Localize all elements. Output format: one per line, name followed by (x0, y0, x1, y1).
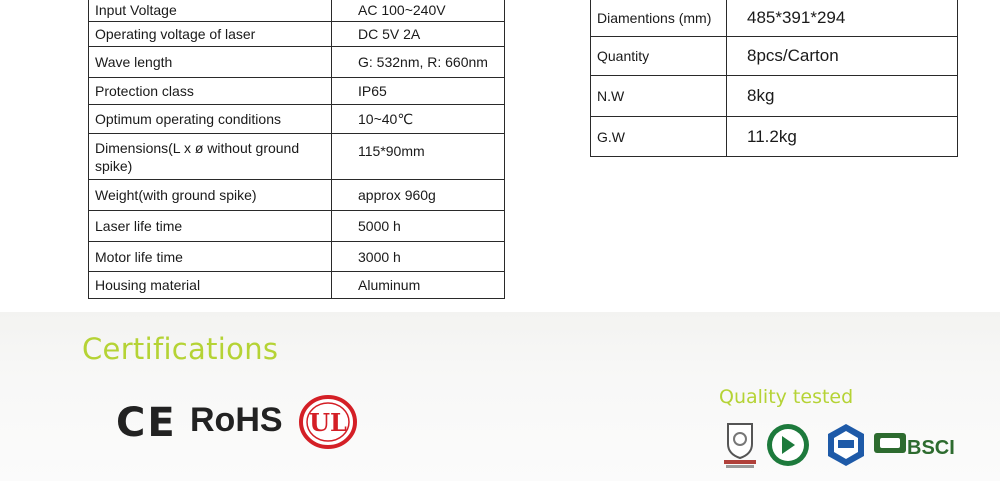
quality-tested-title: Quality tested (719, 386, 854, 408)
spec-label: Wave length (89, 47, 332, 78)
packing-label: Diamentions (mm) (591, 0, 727, 37)
spec-value: approx 960g (332, 180, 505, 211)
spec-label: Optimum operating conditions (89, 105, 332, 134)
spec-value: G: 532nm, R: 660nm (332, 47, 505, 78)
packing-value: 485*391*294 (727, 0, 958, 37)
table-row (89, 180, 505, 211)
bsci-icon (873, 430, 907, 461)
dekra-icon (765, 422, 811, 473)
table-row (89, 105, 505, 134)
spec-value: IP65 (332, 78, 505, 105)
table-row (89, 242, 505, 272)
table-row (89, 78, 505, 105)
packing-value: 8pcs/Carton (727, 37, 958, 76)
table-row (89, 272, 505, 299)
spec-label: Input Voltage (89, 0, 332, 22)
table-row (89, 0, 505, 22)
specifications-table (88, 0, 505, 299)
bureau-veritas-icon (722, 420, 758, 473)
spec-value: Aluminum (332, 272, 505, 299)
packing-value: 11.2kg (727, 117, 958, 157)
spec-label: Housing material (89, 272, 332, 299)
ul-logo-text: UL (309, 408, 347, 437)
spec-value: 3000 h (332, 242, 505, 272)
packing-label: Quantity (591, 37, 727, 76)
table-row (89, 22, 505, 47)
packing-label: N.W (591, 76, 727, 117)
table-row (591, 76, 958, 117)
spec-label: Motor life time (89, 242, 332, 272)
packing-table (590, 0, 958, 157)
spec-label: Operating voltage of laser (89, 22, 332, 47)
table-row (591, 37, 958, 76)
spec-value: AC 100~240V (332, 0, 505, 22)
rohs-logo: RoHS (190, 401, 283, 439)
ul-logo (298, 394, 358, 455)
spec-label: Laser life time (89, 211, 332, 242)
spec-value: DC 5V 2A (332, 22, 505, 47)
table-row (89, 134, 505, 180)
spec-label: Dimensions(L x ø without ground spike) (89, 134, 332, 180)
spec-value: 10~40℃ (332, 105, 505, 134)
spec-label: Weight(with ground spike) (89, 180, 332, 211)
table-row (591, 0, 958, 37)
packing-label: G.W (591, 117, 727, 157)
bsci-label: BSCI (907, 437, 955, 459)
table-row (591, 117, 958, 157)
tuv-icon (823, 422, 869, 473)
packing-value: 8kg (727, 76, 958, 117)
spec-label: Protection class (89, 78, 332, 105)
table-row (89, 47, 505, 78)
spec-value: 5000 h (332, 211, 505, 242)
ce-logo: CE (116, 400, 177, 446)
spec-value: 115*90mm (332, 134, 505, 180)
table-row (89, 211, 505, 242)
certifications-title: Certifications (82, 332, 279, 366)
